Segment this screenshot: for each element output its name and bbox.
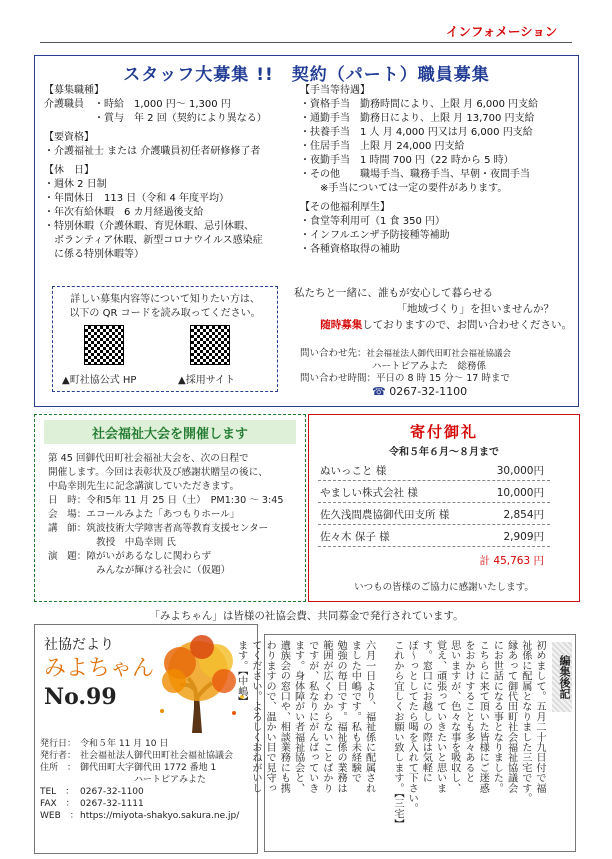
text-line: 【休 日】 xyxy=(44,165,94,176)
masthead-subtitle: 社協だより xyxy=(44,637,114,653)
row-divider xyxy=(318,524,550,525)
note-column: 覚え、頑張っていきたいと思いま xyxy=(434,640,446,793)
conference-details xyxy=(48,452,300,578)
colophon-line xyxy=(40,774,255,786)
text-line: ・年間休日 113 日（令和 4 年度平均） xyxy=(44,193,229,204)
qr-code-official-hp[interactable] xyxy=(84,325,124,365)
recruit-contact: 問い合わせ先：社会福祉法人御代田町社会福祉協議会 ハートピアみよた 総務係 問い合わせ時間：平日の 8 時 15 分〜 17 時まで ☎ 0267-32-1100 xyxy=(300,348,512,398)
funding-note: 「みよちゃん」は皆様の社協会費、共同募金で発行されています。 xyxy=(149,610,464,622)
note-column: ます。【中嶋】 xyxy=(235,640,247,707)
text-line: に係る特別休暇等） xyxy=(44,249,144,260)
colophon-value: 社会福祉法人御代田町社会福祉協議会 xyxy=(80,751,234,761)
issue-number: No.99 xyxy=(44,684,117,710)
text-line: 演 題：障がいがあるなしに関わらず xyxy=(48,551,212,562)
colophon-value: 御代田町大字御代田 1772 番地 1 xyxy=(80,763,217,773)
text-line: ボランティア休暇、新型コロナウイルス感染症 xyxy=(44,235,263,246)
text-line: ・資格手当 勤務時間により、上限 月 6,000 円支給 xyxy=(300,99,539,110)
colophon-key: 発行日： xyxy=(40,739,77,749)
text-line: 講 師：筑波技術大学障害者高等教育支援センター xyxy=(48,523,269,534)
text-line: 【要資格】 xyxy=(44,132,94,143)
text-line: 介護職員 ・時給 1,000 円〜 1,300 円 xyxy=(44,99,231,110)
text-line: ・食堂等利用可（1 食 350 円） xyxy=(300,216,445,227)
donor-name: 佐々木 保子 様 xyxy=(320,531,390,543)
note-column: 祉係に配属となりました三宅です。 xyxy=(519,640,531,804)
editor-note-title: 編集後記 xyxy=(552,642,572,712)
recruit-conditions-left xyxy=(44,84,296,262)
donation-amount: 30,000円 xyxy=(496,465,544,477)
colophon-value: 0267-32-1100 xyxy=(80,787,144,797)
section-label: インフォメーション xyxy=(446,24,558,39)
donation-total: 計 45,763 円 xyxy=(479,555,544,567)
note-column: 六月一日より、福祉係に配属され xyxy=(363,640,375,793)
colophon-line xyxy=(40,750,255,762)
qr-label-recruit-site: ▲採用サイト xyxy=(178,375,235,386)
colophon-line xyxy=(40,810,255,822)
colophon xyxy=(40,738,255,822)
text-line: ・賞与 年 2 回（契約により異なる） xyxy=(44,113,267,124)
note-column: ぽ〜っとしてたら喝を入れて下さい。 xyxy=(406,640,418,814)
donation-title: 寄付御礼 xyxy=(409,423,478,441)
text-line: 中島幸則先生に記念講演していただきます。 xyxy=(48,481,240,492)
qr-label-official-hp: ▲町社協公式 HP xyxy=(62,375,137,386)
text-line: みんなが輝ける社会に（仮題） xyxy=(96,565,231,576)
colophon-value: 令和５年 11 月 10 日 xyxy=(80,739,169,749)
note-column: にお世話になる事となりました。 xyxy=(491,640,503,793)
colophon-key: 住所 ： xyxy=(40,763,77,773)
colophon-line xyxy=(40,798,255,810)
qr-code-recruit-site[interactable] xyxy=(190,325,230,365)
row-divider xyxy=(318,480,550,481)
colophon-line xyxy=(40,786,255,798)
note-column: わりますので、温かい目で見守っ xyxy=(264,640,276,793)
note-column: これから宜しくお願い致します。【三宅】 xyxy=(391,640,403,829)
text-line: ※手当については一定の要件があります。 xyxy=(300,183,508,194)
note-column: す。窓口にお越しの際は気軽に xyxy=(420,640,432,783)
masthead-title: みよちゃん xyxy=(44,656,155,681)
text-line: ・その他 職場手当、職務手当、早朝・夜間手当 xyxy=(300,169,530,180)
donation-amount: 2,909円 xyxy=(503,531,544,543)
text-line: 【その他福利厚生】 xyxy=(300,202,390,213)
colophon-key: FAX ： xyxy=(40,799,75,809)
editor-note-text xyxy=(235,640,570,848)
qr-instructions: 詳しい募集内容等について知りたい方は、 以下の QR コードを読み取ってください。 xyxy=(69,294,261,319)
text-line: ・各種資格取得の補助 xyxy=(300,244,400,255)
text-line: ・夜勤手当 1 時間 700 円（22 時から 5 時） xyxy=(300,155,514,166)
colophon-key: 発行者： xyxy=(40,751,77,761)
row-divider xyxy=(318,502,550,503)
recruit-highlight: 随時募集 xyxy=(320,319,363,331)
recruit-conditions-right xyxy=(300,84,575,257)
text-line: ・扶養手当 1 人 月 4,000 円又は月 6,000 円支給 xyxy=(300,127,533,138)
conference-title: 社会福祉大会を開催します xyxy=(91,427,248,442)
note-column: てください。よろしくおねがいし xyxy=(249,640,261,793)
text-line: ・特別休暇（介護休暇、育児休暇、忌引休暇、 xyxy=(44,221,254,232)
text-line: 日 時：令和5年 11 月 25 日（土） PM1:30 〜 3:45 xyxy=(48,495,284,506)
note-column: 縁あって御代田町社会福祉協議会 xyxy=(505,640,517,793)
note-column: ですが、私なりにがんばっていき xyxy=(306,640,318,793)
donation-period: 令和５年６月～８月まで xyxy=(389,447,499,458)
donor-name: ぬいっこと 様 xyxy=(320,465,387,477)
donation-amount: 2,854円 xyxy=(503,509,544,521)
text-line: 会 場：エコールみよた「あつもりホール」 xyxy=(48,509,240,520)
note-column: ました中嶋です。私も未経験で xyxy=(349,640,361,783)
note-column: 勉強の毎日です。福祉係の業務は xyxy=(335,640,347,793)
colophon-value: 0267-32-1111 xyxy=(80,799,144,809)
colophon-line xyxy=(40,762,255,774)
text-line: ・年次有給休暇 6 カ月経過後支給 xyxy=(44,207,204,218)
text-line: 第 45 回御代田町社会福祉大会を、次の日程で xyxy=(48,453,249,464)
donation-amount: 10,000円 xyxy=(496,487,544,499)
colophon-key: WEB ： xyxy=(40,811,79,821)
note-column: 範囲が広くわからないことばかり xyxy=(320,640,332,793)
colophon-line xyxy=(40,738,255,750)
colophon-value[interactable]: https://miyota-shakyo.sakura.ne.jp/ xyxy=(80,811,240,821)
text-line: ・週休 2 日制 xyxy=(44,179,107,190)
text-line: 【手当等待遇】 xyxy=(300,85,370,96)
contact-phone: 0267-32-1100 xyxy=(389,384,468,398)
note-column: 思いますが、色々な事を吸収し、 xyxy=(448,640,460,793)
staff-recruit-title: スタッフ大募集 !! 契約（パート）職員募集 xyxy=(123,65,490,85)
recruit-message: 私たちと一緒に、誰もが安心して暮らせる 「地域づくり」を担いませんか？ 随時募集しておりますので、お問い合わせください。 xyxy=(294,287,572,331)
phone-icon: ☎ xyxy=(372,384,386,398)
note-column: 遺族会の窓口や、相談業務にも携 xyxy=(278,640,290,793)
note-column xyxy=(376,640,390,848)
text-line: ・介護福祉士 または 介護職員初任者研修修了者 xyxy=(44,146,261,157)
text-line: 教授 中島幸則 氏 xyxy=(96,537,176,548)
text-line: ・通勤手当 勤務日により、上限 月 13,700 円支給 xyxy=(300,113,535,124)
text-line: ・インフルエンザ予防接種等補助 xyxy=(300,230,450,241)
donor-name: やましい株式会社 様 xyxy=(320,487,418,499)
row-divider xyxy=(318,546,550,547)
note-column: こちらに来て頂いた皆様にご迷惑 xyxy=(477,640,489,793)
note-column: ます。身体障がい者福祉協会と、 xyxy=(292,640,304,793)
text-line: ・住居手当 上限 月 24,000 円支給 xyxy=(300,141,465,152)
note-column: をおかけすることも多々あると xyxy=(462,640,474,783)
header-rule xyxy=(40,42,572,43)
donation-thanks: いつもの皆様のご協力に感謝いたします。 xyxy=(354,582,534,593)
note-column: 初めまして。五月二十九日付で福 xyxy=(534,640,545,793)
colophon-value: ハートピアみよた xyxy=(80,775,207,785)
text-line: 開催します。今回は表彰状及び感謝状贈呈の後に、 xyxy=(48,467,268,478)
donor-name: 佐久浅間農協御代田支所 様 xyxy=(320,509,450,521)
text-line: 【募集職種】 xyxy=(44,85,104,96)
colophon-key: TEL ： xyxy=(40,787,75,797)
